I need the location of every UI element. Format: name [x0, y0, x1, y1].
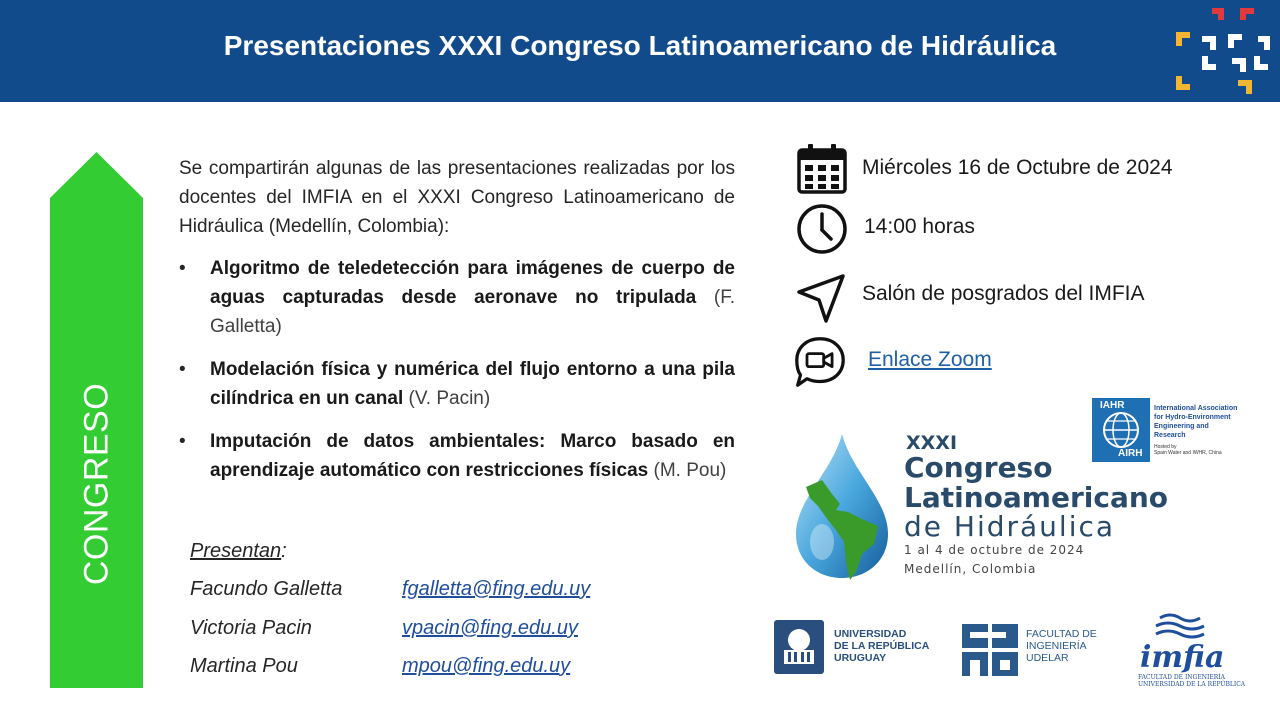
presenter-name: Facundo Galletta — [190, 578, 343, 600]
imfia-subtitle: FACULTAD DE INGENIERÍA UNIVERSIDAD DE LA REPÚBLICA — [1138, 674, 1246, 688]
airh-label: AIRH — [1118, 448, 1143, 459]
calendar-icon — [796, 143, 848, 195]
presenter-row — [190, 578, 640, 608]
location-arrow-icon — [796, 272, 848, 324]
presenter-email-link[interactable]: fgalletta@fing.edu.uy — [402, 578, 591, 600]
presentation-authors: (M. Pou) — [648, 460, 727, 481]
congress-dates: 1 al 4 de octubre de 2024 — [904, 543, 1085, 557]
presenter-email-link[interactable]: vpacin@fing.edu.uy — [402, 617, 578, 639]
imfia-name: imfia — [1140, 640, 1225, 675]
presenter-row — [190, 655, 640, 685]
congress-city: Medellín, Colombia — [904, 562, 1037, 576]
presenter-email-link[interactable]: mpou@fing.edu.uy — [402, 655, 571, 677]
presenter-name: Martina Pou — [190, 655, 298, 677]
presentation-authors: (V. Pacin) — [403, 388, 491, 409]
iahr-name-line: Engineering and Research — [1154, 423, 1209, 439]
header-banner — [0, 0, 1280, 102]
congress-line1: Congreso — [904, 451, 1053, 484]
presenters-block — [190, 540, 591, 677]
presenter-name: Victoria Pacin — [190, 617, 312, 639]
bullet-dot: • — [179, 431, 186, 452]
list-item — [179, 254, 735, 341]
iahr-hosted-line: Spain Water and IWHR, China — [1154, 450, 1222, 456]
congress-edition: XXXI — [906, 432, 958, 454]
iahr-hosted-line: Hosted by — [1154, 444, 1177, 450]
intro-paragraph: Se compartirán algunas de las presentaciones realizadas por los docentes del IMFIA en el XXXI Congreso Latinoamericano de Hidráulica (Medellín, Colombia): — [179, 158, 735, 237]
fing-text: FACULTAD DE INGENIERÍA UDELAR — [1026, 628, 1097, 664]
water-drop-map-icon — [792, 432, 898, 582]
event-place: Salón de posgrados del IMFIA — [862, 282, 1145, 305]
udelar-emblem-icon — [774, 620, 824, 674]
event-time: 14:00 horas — [864, 215, 975, 238]
presentation-list — [179, 254, 735, 499]
presentation-title: Algoritmo de teledetección para imágenes de cuerpo de aguas capturadas desde aeronave no tripulada — [210, 258, 735, 308]
list-item — [179, 427, 735, 485]
congress-line2: Latinoamericano — [904, 481, 1169, 514]
list-item — [179, 355, 735, 413]
event-date: Miércoles 16 de Octubre de 2024 — [862, 156, 1173, 179]
video-chat-icon — [794, 336, 846, 388]
iahr-name-line: for Hydro-Environment — [1154, 414, 1231, 421]
zoom-link[interactable]: Enlace Zoom — [868, 348, 992, 371]
iahr-name-line: International Association — [1154, 405, 1238, 412]
bullet-dot: • — [179, 258, 186, 279]
presentation-title: Imputación de datos ambientales: Marco basado en aprendizaje automático con restricciones físicas — [210, 431, 735, 481]
presentation-authors: (F. Galletta) — [210, 287, 735, 337]
bullet-dot: • — [179, 359, 186, 380]
udelar-text: UNIVERSIDAD DE LA REPÚBLICA URUGUAY — [834, 628, 930, 664]
presentation-title: Modelación física y numérica del flujo entorno a una pila cilíndrica en un canal — [210, 359, 735, 409]
presenters-heading: Presentan: — [190, 540, 287, 562]
congreso-label: CONGRESO — [77, 383, 115, 586]
iahr-logo — [1092, 398, 1242, 462]
page-title: Presentaciones XXXI Congreso Latinoamericano de Hidráulica — [223, 30, 1057, 61]
iahr-label: IAHR — [1100, 400, 1125, 411]
congress-line3: de Hidráulica — [904, 510, 1116, 543]
clock-icon — [796, 203, 848, 255]
corner-mosaic-logo — [1172, 6, 1272, 98]
fing-emblem-icon — [962, 624, 1018, 676]
presenter-row — [190, 617, 640, 647]
